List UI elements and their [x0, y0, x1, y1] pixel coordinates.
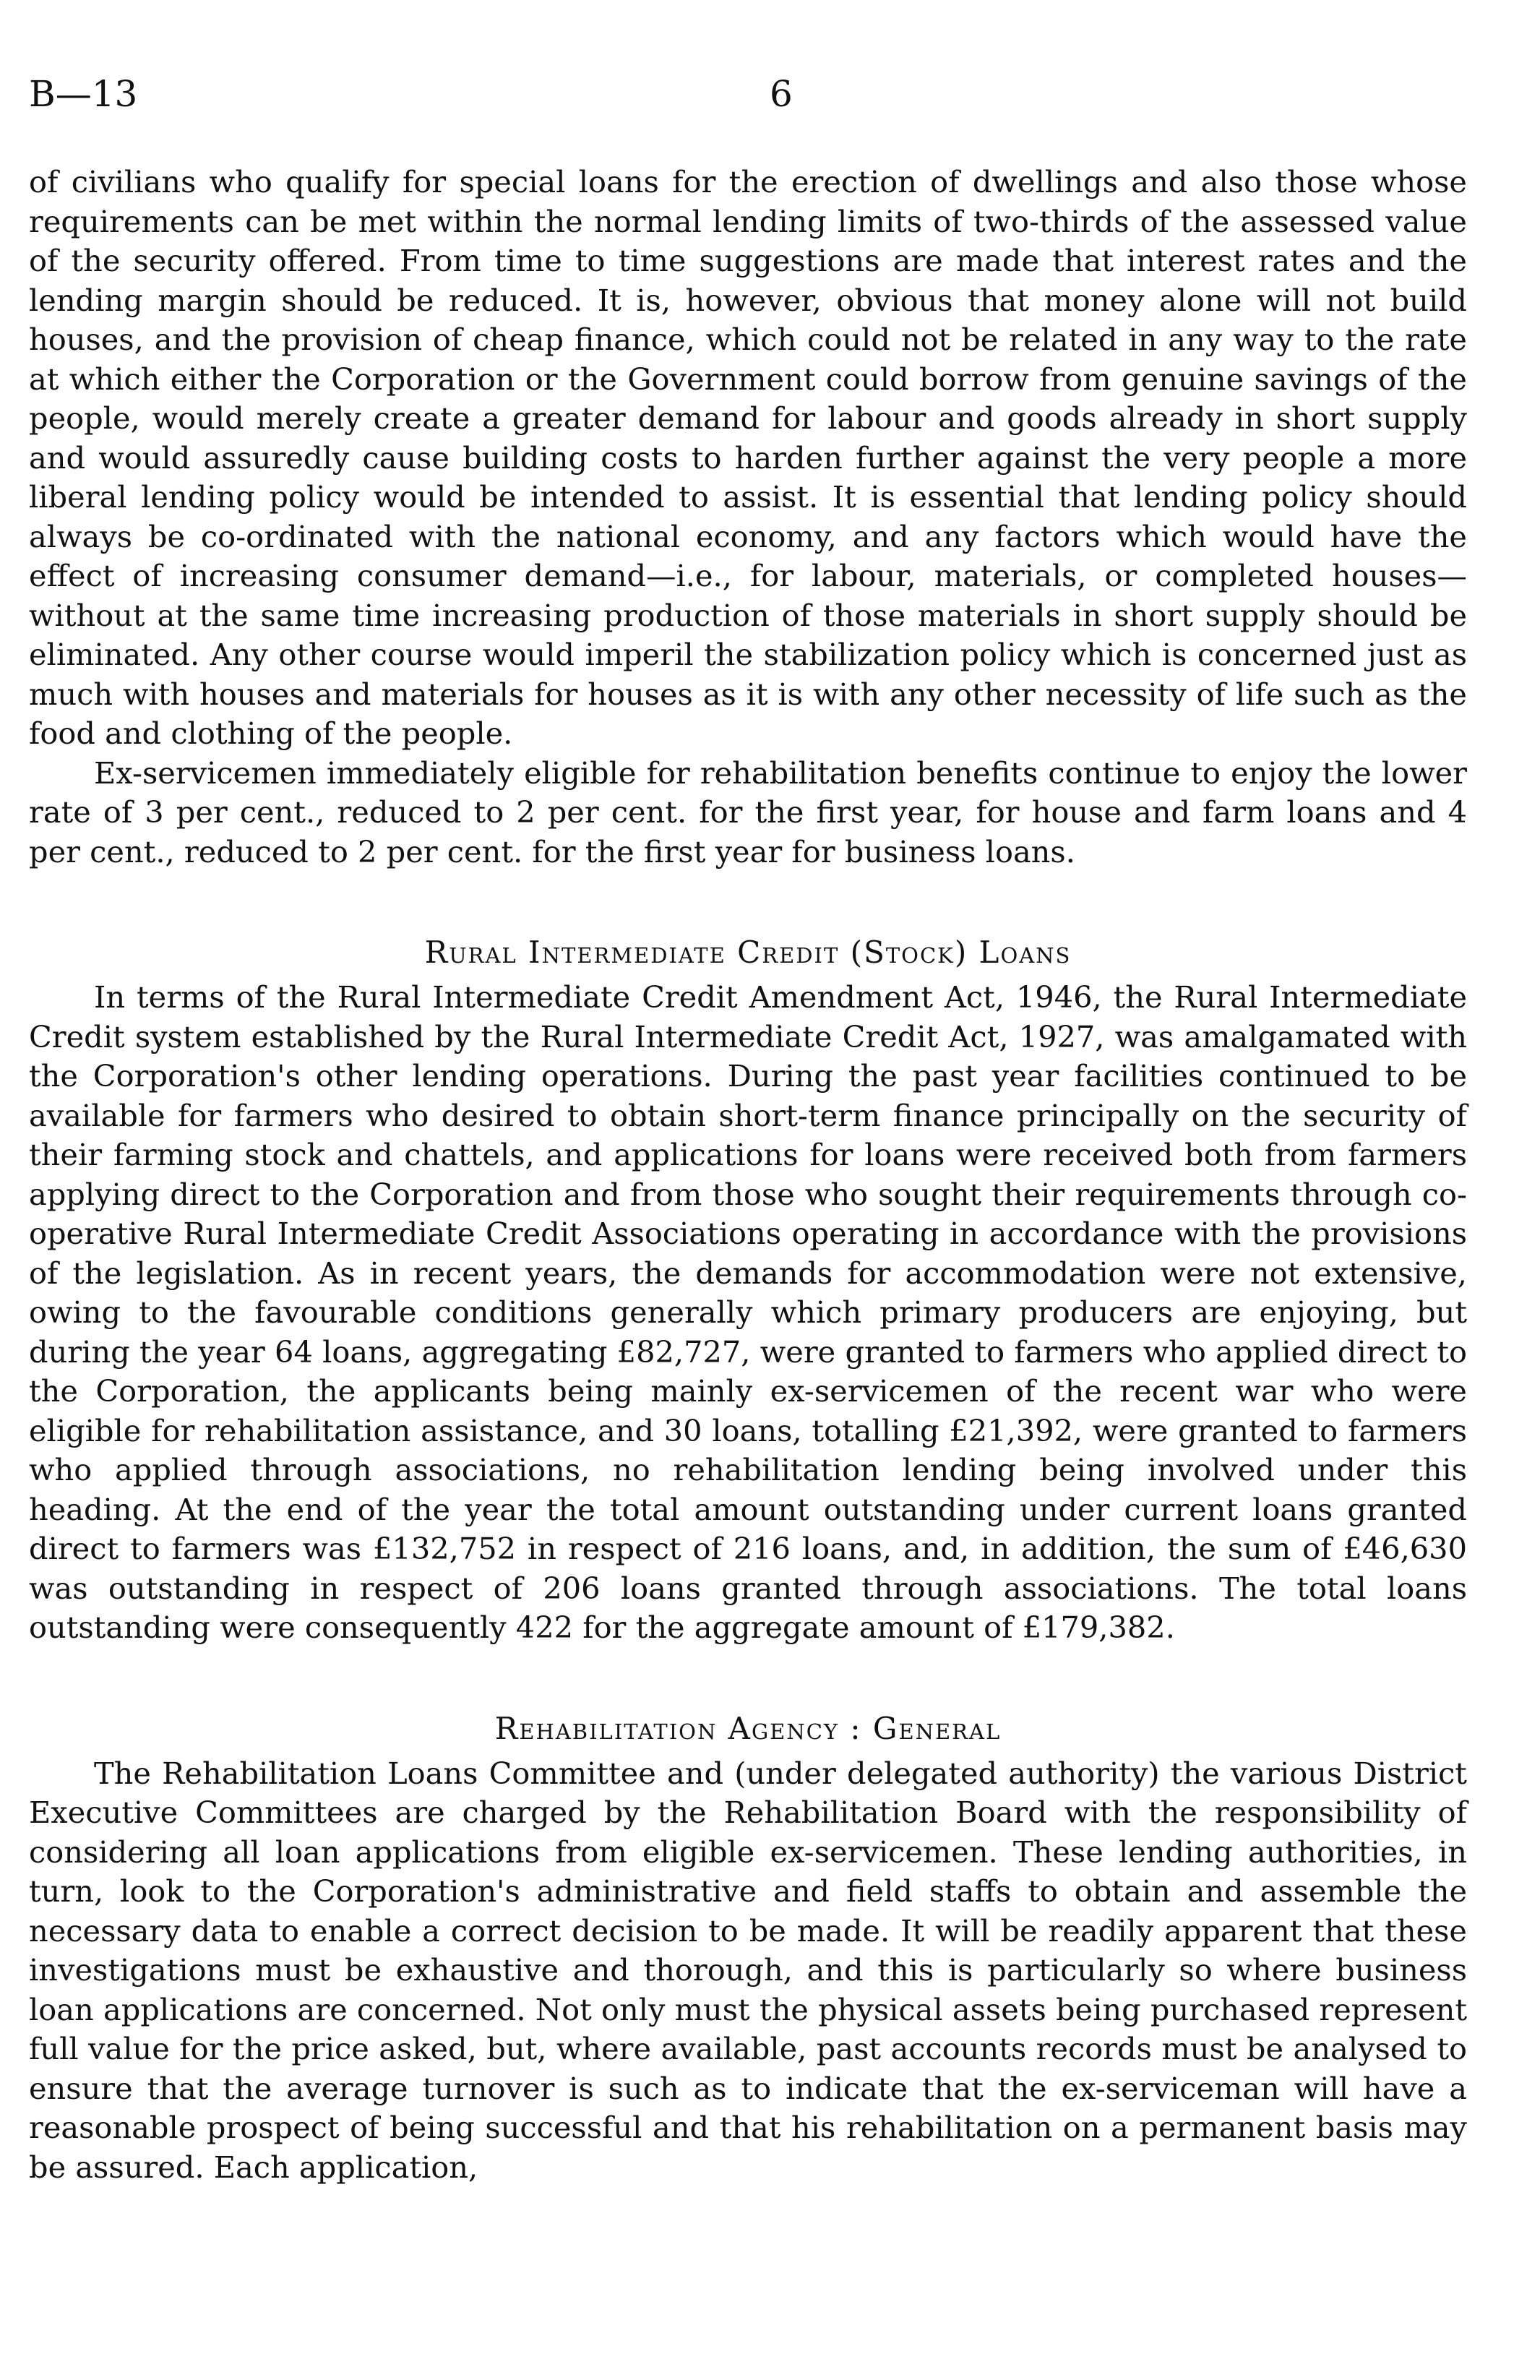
paragraph-rehabilitation: The Rehabilitation Loans Committee and (under delegated authority) the various District Executive Committees are charged by the Rehabilitation Board with the responsibility of considering all loan applications from eligible ex-servicemen. These lending authorities, in turn, look to the Corporation's administrative and field staffs to obtain and assemble the necessary data to enable a correct decision to be made. It will be readily apparent that these investigations must be exhaustive and thorough, and this is particularly so where business loan applications are concerned. Not only must the physical assets being purchased represent full value for the price asked, but, where available, past accounts records must be analysed to ensure that the average turnover is such as to indicate that the ex-serviceman will have a reasonable prospect of being successful and that his rehabilitation on a permanent basis may be assured. Each application, [29, 1755, 1467, 2185]
page-header [29, 69, 1474, 119]
section-heading-rehabilitation: Rehabilitation Agency : General [494, 1710, 1002, 1746]
page-reference: B—13 [29, 73, 138, 115]
page-number: 6 [770, 73, 793, 115]
page-body [29, 163, 1467, 2187]
paragraph-rural-credit: In terms of the Rural Intermediate Credit Amendment Act, 1946, the Rural Intermediate Credit system established by the Rural Intermediate Credit Act, 1927, was amalgamated with the Corporation's other lending operations. During the past year facilities continued to be available for farmers who desired to obtain short-term finance principally on the security of their farming stock and chattels, and applications for loans were received both from farmers applying direct to the Corporation and from those who sought their requirements through co-operative Rural Intermediate Credit Associations operating in accordance with the provisions of the legislation. As in recent years, the demands for accommodation were not extensive, owing to the favourable conditions generally which primary producers are enjoying, but during the year 64 loans, aggregating £82,727, were granted to farmers who applied direct to the Corporation, the applicants being mainly ex-servicemen of the recent war who were eligible for rehabilitation assistance, and 30 loans, totalling £21,392, were granted to farmers who applied through associations, no rehabilitation lending being involved under this heading. At the end of the year the total amount outstanding under current loans granted direct to farmers was £132,752 in respect of 216 loans, and, in addition, the sum of £46,630 was outstanding in respect of 206 loans granted through associations. The total loans outstanding were consequently 422 for the aggregate amount of £179,382. [29, 979, 1467, 1645]
paragraph-lending-policy: of civilians who qualify for special loans for the erection of dwellings and also those whose requirements can be met within the normal lending limits of two-thirds of the assessed value of the security offered. From time to time suggestions are made that interest rates and the lending margin should be reduced. It is, however, obvious that money alone will not build houses, and the provision of cheap finance, which could not be related in any way to the rate at which either the Corporation or the Government could borrow from genuine savings of the people, would merely create a greater demand for labour and goods already in short supply and would assuredly cause building costs to harden further against the very people a more liberal lending policy would be intended to assist. It is essential that lending policy should always be co-ordinated with the national economy, and any factors which would have the effect of increasing consumer demand—i.e., for labour, materials, or completed houses—without at the same time increasing production of those materials in short supply should be eliminated. Any other course would imperil the stabilization policy which is concerned just as much with houses and materials for houses as it is with any other necessity of life such as the food and clothing of the people. [29, 164, 1467, 751]
paragraph-ex-servicemen-rates: Ex-servicemen immediately eligible for rehabilitation benefits continue to enjoy the lower rate of 3 per cent., reduced to 2 per cent. for the first year, for house and farm loans and 4 per cent., reduced to 2 per cent. for the first year for business loans. [29, 755, 1467, 869]
section-heading-rural-credit: Rural Intermediate Credit (Stock) Loans [424, 935, 1072, 970]
